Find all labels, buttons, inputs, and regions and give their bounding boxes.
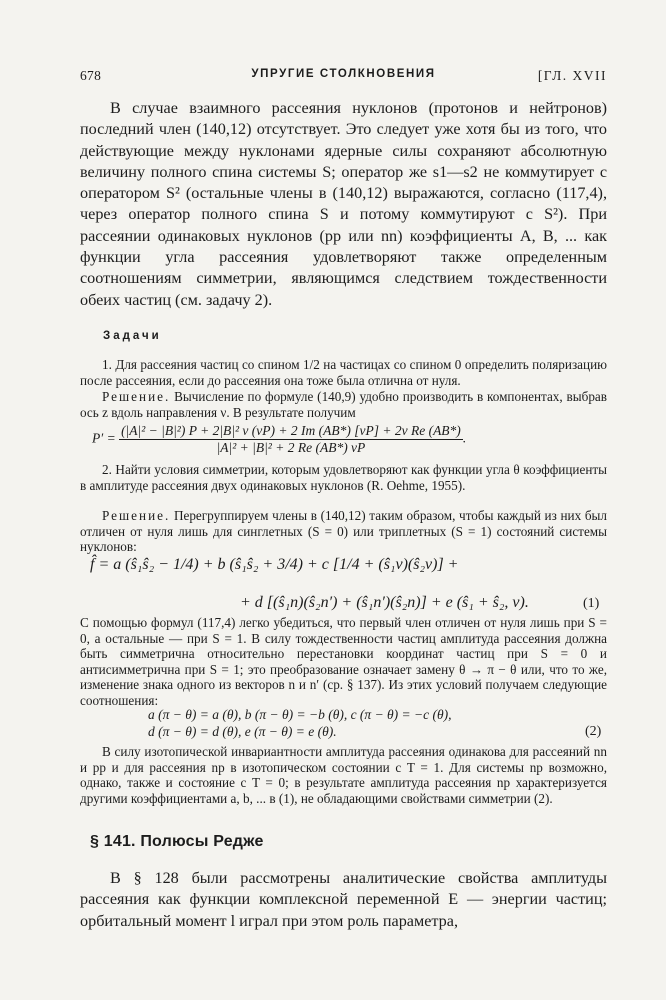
symmetry-relations-line-1: a (π − θ) = a (θ), b (π − θ) = −b (θ), c (π − θ) = −c (θ),: [148, 707, 452, 722]
formula-fraction: [119, 423, 463, 456]
symmetry-relations-line-2: d (π − θ) = d (θ), e (π − θ) = e (θ).: [148, 724, 337, 739]
page-header: [80, 68, 607, 86]
amplitude-formula-line-1: f̂ = a (ŝ₁ŝ₂ − 1/4) + b (ŝ₁ŝ₂ + 3/4) + c [1/4 + (ŝ₁ν)(ŝ₂ν)] +: [90, 556, 459, 573]
intro-paragraph: В случае взаимного рассеяния нуклонов (протонов и нейтронов) последний член (140,12) отсутствует. Это следует уже хотя бы из того, что действующие между нуклонами ядерные силы сохраняют абсолютную величину полного спина системы S; оператор же s1—s2 не коммутирует с оператором S² (остальные члены в (140,12) выражаются, согласно (117,4), через оператор полного спина S и потому коммутируют с S²). При рассеянии одинаковых нуклонов (pp или nn) коэффициенты A, B, ... как функции угла рассеяния удовлетворяют также определенным соотношениям симметрии, являющимся следствием тождественности обеих частиц (см. задачу 2).: [80, 99, 607, 309]
problem-1-solution: [80, 389, 607, 420]
page-number: 678: [80, 68, 102, 83]
section-paragraph: В § 128 были рассмотрены аналитические свойства амплитуды рассеяния как функции комплексной переменной E — энергии частиц; орбитальный момент l играл при этом роль параметра,: [80, 869, 607, 930]
amplitude-formula-line-2: + d [(ŝ₁n)(ŝ₂n′) + (ŝ₁n′)(ŝ₂n)] + e (ŝ₁ + ŝ₂, ν).: [240, 594, 529, 611]
problem-2-explanation: С помощью формул (117,4) легко убедиться, что первый член отличен от нуля лишь при S = 0, а остальные — при S = 1. В силу тождественности частиц амплитуда рассеяния должна быть симметрична относительно перестановки координат частиц при S = 0 и антисимметрична при S = 1; это преобразование означает замену θ → π − θ или, что то же, изменение знака одного из векторов n и n′ (ср. § 137). Из этих условий получаем следующие соотношения:: [80, 615, 607, 708]
solution-label: Решение.: [102, 508, 171, 523]
chapter-label: [ГЛ. XVII: [537, 68, 607, 83]
problem-2-text: 2. Найти условия симметрии, которым удовлетворяют как функции угла θ коэффициенты в амплитуде рассеяния двух одинаковых нуклонов (R. Oehme, 1955).: [80, 462, 607, 493]
solution-label: Решение.: [102, 389, 171, 404]
problem-2-solution: [80, 508, 607, 555]
problems-heading: Задачи: [103, 330, 162, 342]
formula-denominator: |A|² + |B|² + 2 Re (AB*) νP: [216, 440, 366, 455]
formula-end: .: [462, 430, 467, 446]
running-title: УПРУГИЕ СТОЛКНОВЕНИЯ: [251, 68, 436, 80]
section-title: § 141. Полюсы Редже: [90, 833, 264, 850]
problem-1-text: 1. Для рассеяния частиц со спином 1/2 на частицах со спином 0 определить поляризацию после рассеяния, если до рассеяния она тоже была отлична от нуля.: [80, 357, 607, 388]
problem-2-final: В силу изотопической инвариантности амплитуда рассеяния одинакова для рассеяний nn и pp и для рассеяния np в изотопическом состоянии с T = 1. Для системы np возможно, однако, также и состояние с T = 0; в результате амплитуда рассеяния np характеризуется другими коэффициентами a, b, ... в (1), не обладающими свойствами симметрии (2).: [80, 744, 607, 806]
formula-number-2: (2): [585, 724, 602, 739]
formula-numerator: (|A|² − |B|²) P + 2|B|² ν (νP) + 2 Im (AB*) [νP] + 2ν Re (AB*): [121, 423, 461, 438]
solution-text: Перегруппируем члены в (140,12) таким образом, чтобы каждый из них был отличен от нуля лишь для синглетных (S = 0) или триплетных (S = 1) состояний системы нуклонов:: [80, 508, 607, 554]
formula-lhs: P′ =: [92, 430, 116, 446]
formula-number-1: (1): [583, 596, 600, 611]
polarization-formula: [92, 423, 466, 456]
solution-text: Вычисление по формуле (140,9) удобно производить в компонентах, выбрав ось z вдоль направления ν. В результате получим: [80, 389, 607, 420]
